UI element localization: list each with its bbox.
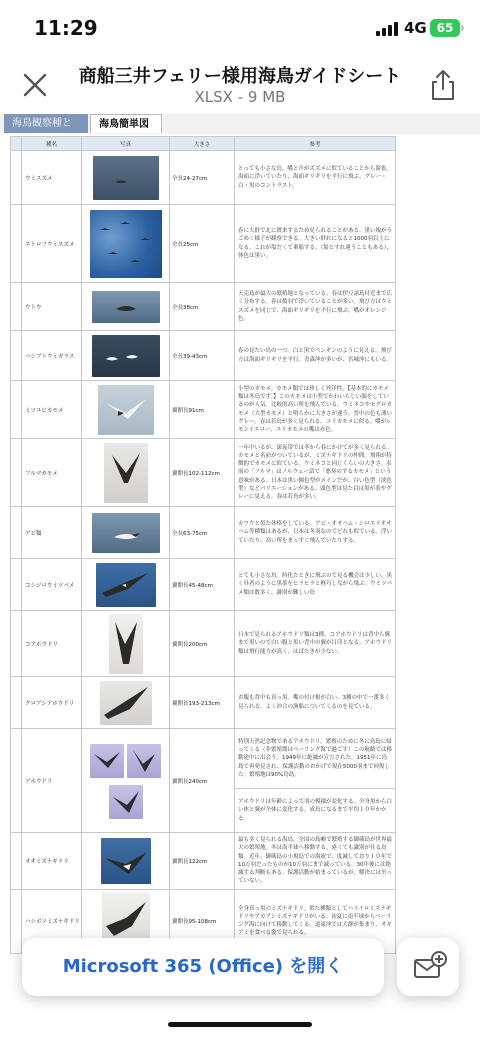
row-number <box>11 205 22 283</box>
bird-photo-cell <box>82 151 170 205</box>
bird-name: ミツユビカモメ <box>22 381 82 439</box>
document-subtitle: XLSX - 9 MB <box>194 88 286 106</box>
bird-name: ハシボソミズナギドリ <box>22 889 82 953</box>
bird-photo <box>93 156 159 200</box>
row-number <box>11 439 22 507</box>
bird-size: 翼開長45-48cm <box>170 559 235 611</box>
row-number-header <box>11 137 22 151</box>
bird-note: 春の見たい鳥の一つ。白と黒でペンギンのように見える。飛び方は海面ギリギリを平行。青森沖が多いが、宮城沖にもいる。 <box>235 331 396 381</box>
bird-note: 全身真っ黒のミズナギドリ。似た種類としてハイイロミズナギドリやアカアシミズナギドリがいる。初夏に南半球からベーリング海に向けて移動してくる。道東沖では大群が集まり、オキアミを食べる姿で見られる。 <box>235 889 396 953</box>
table-row <box>11 677 396 729</box>
row-number <box>11 507 22 559</box>
bird-photo <box>92 335 160 377</box>
row-number <box>11 381 22 439</box>
open-in-office-button[interactable]: Microsoft 365 (Office) を開く <box>22 938 384 996</box>
bird-note: 春に大群で北に渡来するため見られることがある。黒い塊がうごめく様子が観察できる。大きい群れになると1000羽以上になる。これが塩だくて乗船する。（船とすれ違うこともある）、体色は黒い。 <box>235 205 396 283</box>
bird-size: 翼開長200cm <box>170 611 235 677</box>
row-number <box>11 889 22 953</box>
bird-photo-cell <box>82 677 170 729</box>
battery-icon: 65 <box>430 19 460 37</box>
bird-name: アホウドリ <box>22 729 82 833</box>
bird-photo <box>100 681 152 725</box>
bird-photo-cell <box>82 439 170 507</box>
row-number <box>11 559 22 611</box>
bird-size: 翼開長240cm <box>170 729 235 833</box>
share-icon[interactable] <box>428 68 458 102</box>
bird-photo <box>104 443 148 503</box>
table-row <box>11 439 396 507</box>
bird-size: 全長63-75cm <box>170 507 235 559</box>
bird-name: フルマカモメ <box>22 439 82 507</box>
bird-note: 小型のカモメ。カモメ類では珍しく外洋性。【基本的にカモメ類は冬鳥です。】このカモメは小型でかわいらしい顔をしているのが人気。比較的高い所を飛んでいる。ウミネコやセグロカモメ（大型カモメ）と明らかに大きさが違う。普中の色も薄いグレー。春は若鳥が多く見られる。ユリカモメに似る。嘴がレモンイエロー、ユリカモメの嘴は赤色。 <box>235 381 396 439</box>
header-size: 大きさ <box>170 137 235 151</box>
bird-photo-cell <box>82 331 170 381</box>
row-number <box>11 151 22 205</box>
bird-photo <box>109 614 143 674</box>
bird-note-secondary: アホウドリは年齢によって羽の模様が変化する。全身黒から白い体と翼が全体に変化する。成鳥になるまで平均１０年かかる。 <box>235 789 396 833</box>
bird-photo <box>96 563 156 607</box>
bird-size: 翼開長122cm <box>170 833 235 890</box>
bird-photo <box>92 513 160 553</box>
tab-simple-guide[interactable]: 海鳥簡単図 <box>90 114 162 133</box>
status-bar <box>0 0 480 56</box>
bird-guide-table <box>10 136 396 954</box>
row-number <box>11 283 22 331</box>
bird-size: 翼開長95-108cm <box>170 889 235 953</box>
bird-name: オオミズナギドリ <box>22 833 82 890</box>
bird-photo-cell <box>82 833 170 890</box>
bird-photo <box>127 744 161 778</box>
table-row <box>11 283 396 331</box>
network-label: 4G <box>404 19 427 37</box>
document-header <box>0 56 480 112</box>
header-name: 種名 <box>22 137 82 151</box>
home-indicator <box>168 1022 312 1027</box>
table-header-row <box>11 137 396 151</box>
bird-note: 一年中いるが、深夜帯では冬から春にかけてが多く見られる。カモメと名前がついているが、ミズナギドリの仲間。飛翔が特徴的でカモメに似ている。ウミネコと同じくらいの大きさ。名前の「フルマ」はノルウェー語で「悪臭のするカモメ」という意味がある。日本は黒い個色型がメインだが、白い色型（淡色型）などバリエーションがある。頭色型は見た目は黒が茶やグレーに見える。春は若鳥が多い。 <box>235 439 396 507</box>
table-row <box>11 833 396 890</box>
status-time: 11:29 <box>34 16 98 40</box>
bird-photo-cell <box>82 507 170 559</box>
header-photo: 写真 <box>82 137 170 151</box>
bird-name: ハシブトウミガラス <box>22 331 82 381</box>
bird-note: お腹も背中も真っ黒。嘴の付け根が白い。3種の中で一番多く見られる。よく沖合の漁船についてくるのを見ている。 <box>235 677 396 729</box>
bird-note: 天売島が最大の繁殖地となっている。春は伊豆諸島付近まで広く分布する。春は数羽で浮いていることが多い。飛び方はウミスズメを同じで、海面ギリギリを平行に飛ぶ。嘴がオレンジ色。 <box>235 283 396 331</box>
bird-photo <box>101 838 151 884</box>
bird-name: エトロフウミスズメ <box>22 205 82 283</box>
tab-observation-season[interactable]: 海鳥観察種と <box>4 114 88 133</box>
bird-note: とても小さな鳥。時化たときに飛ぶので見る機会は少しい。黒く昼者のように黒茶をヒラヒラと軽巧しながら飛ぶ。ウミツバメ類は数多く、識別が難しい鳥 <box>235 559 396 611</box>
bird-size: 翼開長91cm <box>170 381 235 439</box>
bird-size: 全長39-43cm <box>170 331 235 381</box>
bird-photo <box>90 744 124 778</box>
bird-photo-cell <box>82 205 170 283</box>
bird-name: コアホウドリ <box>22 611 82 677</box>
table-row <box>11 559 396 611</box>
row-number <box>11 331 22 381</box>
document-title: 商船三井フェリー様用海鳥ガイドシート <box>78 66 402 87</box>
bird-name: ウミスズメ <box>22 151 82 205</box>
bird-note: とっても小さな鳥。嘴と声がズズメに似ていることから海雀。海面に浮いていたり、海面ギリギリを平行に飛ぶ。グレー・白・黒のコントラスト。 <box>235 151 396 205</box>
table-row <box>11 729 396 789</box>
bird-photo <box>92 291 160 323</box>
table-row <box>11 381 396 439</box>
bird-photo <box>98 385 154 435</box>
bird-size: 全長24-27cm <box>170 151 235 205</box>
bird-size: 全長25cm <box>170 205 235 283</box>
sheet-tabs <box>0 114 480 134</box>
bird-photo <box>90 210 162 278</box>
table-row <box>11 611 396 677</box>
bird-photo-cell <box>82 283 170 331</box>
bird-name: コシジロウミツバメ <box>22 559 82 611</box>
row-number <box>11 729 22 833</box>
mail-add-button[interactable] <box>397 938 459 996</box>
bird-photo-cell <box>82 381 170 439</box>
mail-add-icon <box>397 938 459 996</box>
table-row <box>11 331 396 381</box>
bird-photo-cell <box>82 611 170 677</box>
bird-size: 翼開長102-112cm <box>170 439 235 507</box>
bird-name: ウトウ <box>22 283 82 331</box>
bird-photo-cell <box>82 559 170 611</box>
bird-size: 翼開長193-213cm <box>170 677 235 729</box>
bird-note: 特別天然記念物であるアホウドリ。繁殖のために冬に鳥島に帰ってくる（非繁殖期はベーリング海で過ごす）この航路では移動途中に出会う。1949年に絶滅が宣言された。1951年に鳥島で再発見され、保護活動のおかげで現在5000羽まで回復した。繁殖地は90%鳥島。 <box>235 729 396 789</box>
bird-photo <box>109 785 143 819</box>
header-note: 参考 <box>235 137 396 151</box>
battery-cap <box>461 25 464 31</box>
bird-note: 日本で見られるアホウドリ類は3種。コアホウドリは背中ら翼まで黒いので白い腹と黒い背中の翼が目印となる。アホウドリ類は飛行能力が高く、はばたきが少ない。 <box>235 611 396 677</box>
row-number <box>11 677 22 729</box>
signal-icon <box>376 22 400 36</box>
bird-note: カワウと似た体格をしている。アビ・オオハム・シロエリオオハム等種類はあるが、日本は冬羽なのでどれも似ている。浮いていたり、高い所をまっすぐ飛んでいたりする。 <box>235 507 396 559</box>
table-row <box>11 507 396 559</box>
bird-size: 全長38cm <box>170 283 235 331</box>
bird-note: 最も多く見られる海鳥。全国の島嶼で繁殖する御蔵島が世界最大の繁殖地。冬は南半球へ移動する。違くても識別が仕る鳥類。近年、御蔵島の小規島での海流で、度減しており１０年で10万羽だったものが10万羽にまで減っている。30年後には絶滅する判断もある。保護活動が始まっているが、解決には至っていない。 <box>235 833 396 890</box>
row-number <box>11 833 22 890</box>
table-row <box>11 205 396 283</box>
bird-name: アビ類 <box>22 507 82 559</box>
bird-name: クロアシアホウドリ <box>22 677 82 729</box>
bird-photo-cell <box>82 729 170 833</box>
close-icon[interactable] <box>20 70 50 100</box>
table-row <box>11 151 396 205</box>
row-number <box>11 611 22 677</box>
spreadsheet-preview[interactable] <box>0 136 480 1016</box>
